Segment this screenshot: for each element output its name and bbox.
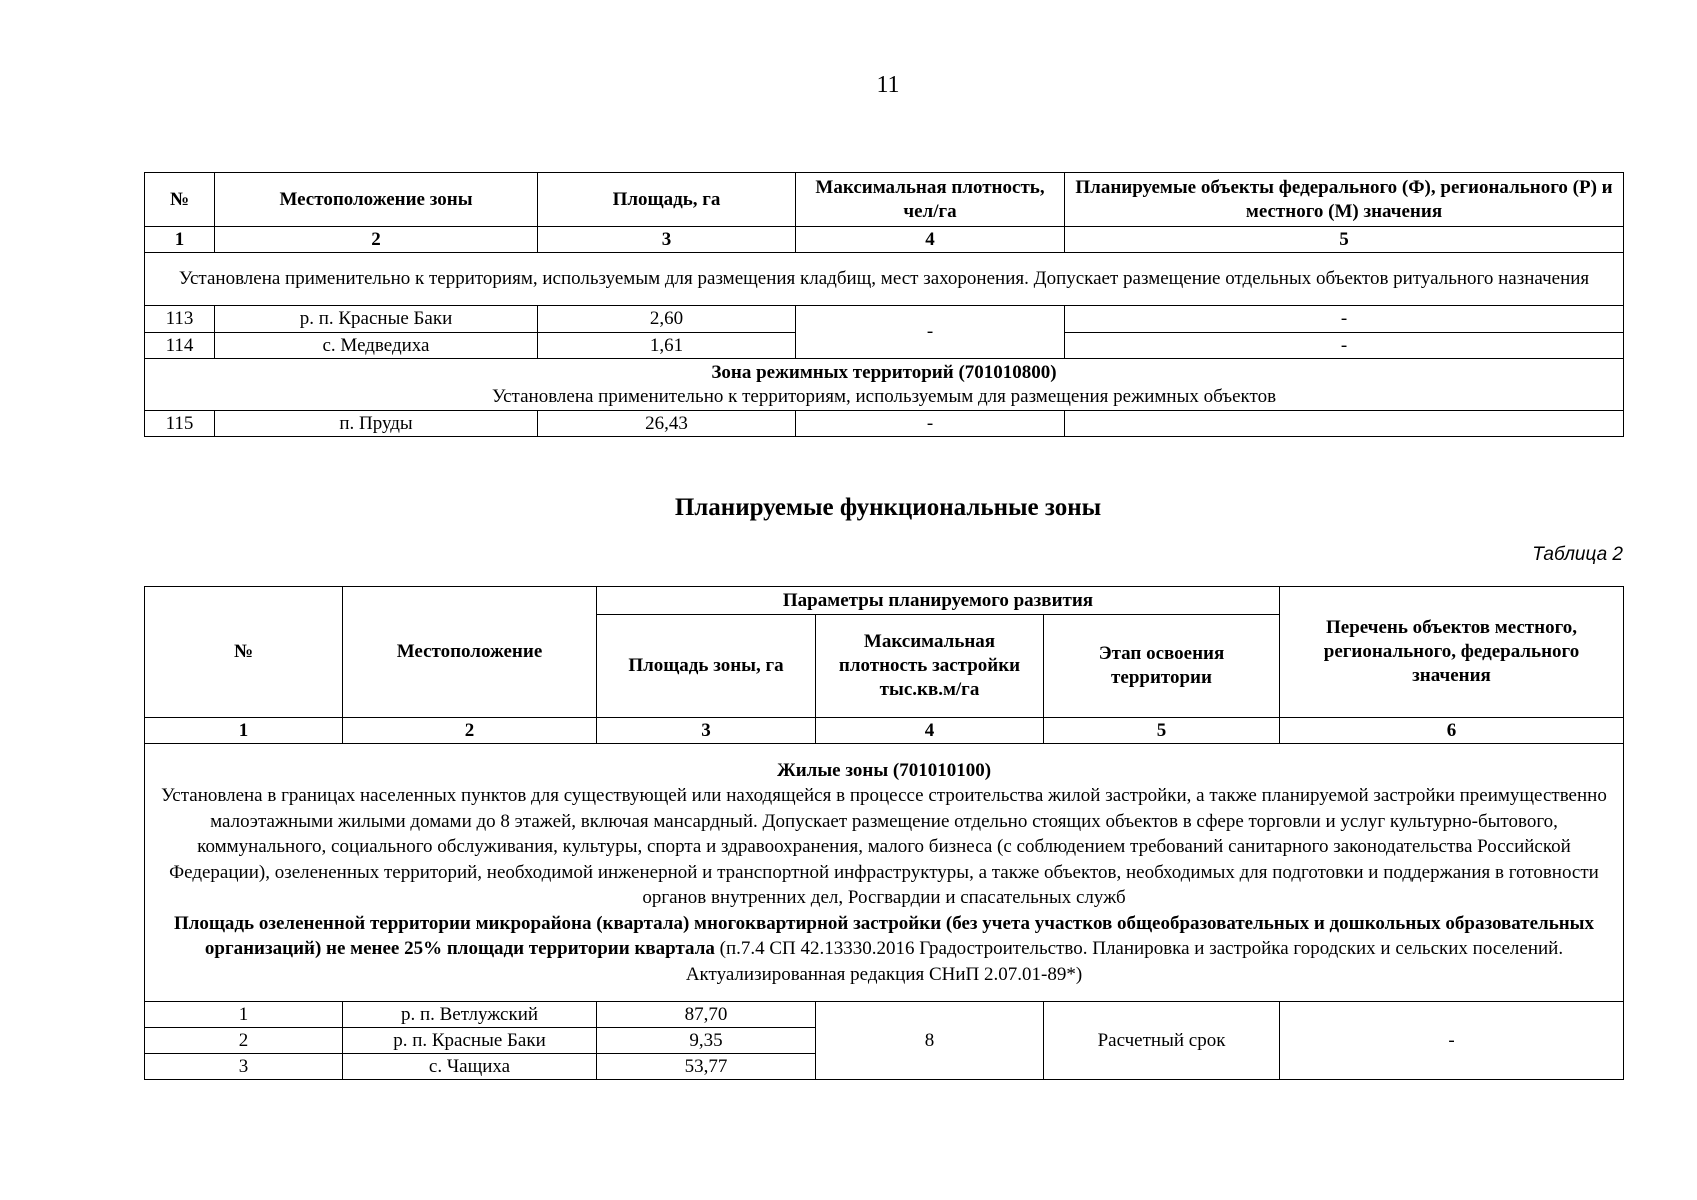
requirement-reference: (п.7.4 СП 42.13330.2016 Градостроительство. Планировка и застройка городских и сельских поселений. Актуализированная редакция СНиП 2.07.01-89*) bbox=[685, 938, 1564, 985]
residential-zone-requirement bbox=[155, 911, 1613, 988]
table1-header-num: № bbox=[145, 173, 215, 227]
row-location: п. Пруды bbox=[215, 411, 538, 437]
table1-colnum-2: 2 bbox=[215, 227, 538, 253]
regime-zone-description: Установлена применительно к территориям, используемым для размещения режимных объектов bbox=[491, 385, 1277, 407]
table2-colnum-6: 6 bbox=[1280, 718, 1624, 744]
row-objects: - bbox=[1065, 333, 1624, 359]
regime-zone-title: Зона режимных территорий (701010800) bbox=[711, 361, 1057, 383]
table2-header-location: Местоположение bbox=[343, 587, 597, 718]
green-area-requirement: Площадь озелененной территории микрорайона (квартала) многоквартирной застройки (без учета участков общеобразовательных и дошкольных образовательных организаций) не менее 25% площади территории квартала bbox=[173, 912, 1595, 960]
row-location: р. п. Красные Баки bbox=[343, 1028, 597, 1054]
table2-header-num: № bbox=[145, 587, 343, 718]
table1-colnum-3: 3 bbox=[538, 227, 796, 253]
table1-colnum-1: 1 bbox=[145, 227, 215, 253]
row-density: 8 bbox=[816, 1002, 1044, 1080]
row-num: 113 bbox=[145, 306, 215, 333]
table2-header-density: Максимальная плотность застройки тыс.кв.м/га bbox=[816, 615, 1044, 718]
table2-header-area: Площадь зоны, га bbox=[597, 615, 816, 718]
table2-colnum-5: 5 bbox=[1044, 718, 1280, 744]
table1-colnum-4: 4 bbox=[796, 227, 1065, 253]
table1-header-density: Максимальная плотность, чел/га bbox=[796, 173, 1065, 227]
table2-colnum-4: 4 bbox=[816, 718, 1044, 744]
cemetery-zone-description: Установлена применительно к территориям, используемым для размещения кладбищ, мест захоронения. Допускает размещение отдельных объектов ритуального назначения bbox=[145, 253, 1624, 306]
regime-zone-cell bbox=[145, 359, 1624, 411]
row-area: 2,60 bbox=[538, 306, 796, 333]
table2-header-row-1 bbox=[145, 587, 1624, 615]
row-location: с. Чащиха bbox=[343, 1054, 597, 1080]
row-area: 87,70 bbox=[597, 1002, 816, 1028]
planned-zones-table bbox=[144, 586, 1624, 1080]
page-number: 11 bbox=[876, 72, 900, 98]
table-label: Таблица 2 bbox=[1532, 544, 1623, 565]
row-location: р. п. Ветлужский bbox=[343, 1002, 597, 1028]
row-density: - bbox=[796, 411, 1065, 437]
row-num: 1 bbox=[145, 1002, 343, 1028]
residential-zone-cell bbox=[145, 744, 1624, 1002]
table2-header-objects: Перечень объектов местного, регионального, федерального значения bbox=[1280, 587, 1624, 718]
table2-column-numbers-row bbox=[145, 718, 1624, 744]
table2-colnum-1: 1 bbox=[145, 718, 343, 744]
table1-colnum-5: 5 bbox=[1065, 227, 1624, 253]
row-num: 2 bbox=[145, 1028, 343, 1054]
row-area: 26,43 bbox=[538, 411, 796, 437]
table-row bbox=[145, 411, 1624, 437]
residential-zone-description: Установлена в границах населенных пунктов для существующей или находящейся в процессе строительства жилой застройки, а также планируемой застройки преимущественно малоэтажными жилыми домами до 8 этажей, включая мансардный. Допускает размещение отдельно стоящих объектов в сфере торговли и услуг культурно-бытового, коммунального, социального обслуживания, культуры, спорта и здравоохранения, малого бизнеса (с соблюдением требований санитарного законодательства Российской Федерации), озелененных территорий, необходимой инженерной и транспортной инфраструктуры, а также объектов, необходимых для подготовки и поддержания в готовности органов внутренних дел, Росгвардии и спасательных служб bbox=[161, 785, 1607, 909]
table1-header-objects: Планируемые объекты федерального (Ф), регионального (Р) и местного (М) значения bbox=[1065, 173, 1624, 227]
table1-cemetery-description-row bbox=[145, 253, 1624, 306]
row-objects: - bbox=[1280, 1002, 1624, 1080]
row-location: р. п. Красные Баки bbox=[215, 306, 538, 333]
table2-zone-row bbox=[145, 744, 1624, 1002]
row-area: 1,61 bbox=[538, 333, 796, 359]
row-area: 9,35 bbox=[597, 1028, 816, 1054]
row-stage: Расчетный срок bbox=[1044, 1002, 1280, 1080]
row-num: 115 bbox=[145, 411, 215, 437]
section-title: Планируемые функциональные зоны bbox=[674, 494, 1102, 521]
row-location: с. Медведиха bbox=[215, 333, 538, 359]
table1-header-location: Местоположение зоны bbox=[215, 173, 538, 227]
table2-header-stage: Этап освоения территории bbox=[1044, 615, 1280, 718]
table2-header-params: Параметры планируемого развития bbox=[597, 587, 1280, 615]
row-num: 114 bbox=[145, 333, 215, 359]
row-num: 3 bbox=[145, 1054, 343, 1080]
table1-header-row bbox=[145, 173, 1624, 227]
table1-column-numbers-row bbox=[145, 227, 1624, 253]
table1-header-area: Площадь, га bbox=[538, 173, 796, 227]
row-objects bbox=[1065, 411, 1624, 437]
table2-colnum-2: 2 bbox=[343, 718, 597, 744]
residential-zone-title: Жилые зоны (701010100) bbox=[776, 759, 992, 781]
table-row bbox=[145, 1002, 1624, 1028]
table1-zone-row bbox=[145, 359, 1624, 411]
table-row bbox=[145, 306, 1624, 333]
row-area: 53,77 bbox=[597, 1054, 816, 1080]
zones-table-continued bbox=[144, 172, 1624, 437]
row-density: - bbox=[796, 306, 1065, 359]
table2-colnum-3: 3 bbox=[597, 718, 816, 744]
row-objects: - bbox=[1065, 306, 1624, 333]
